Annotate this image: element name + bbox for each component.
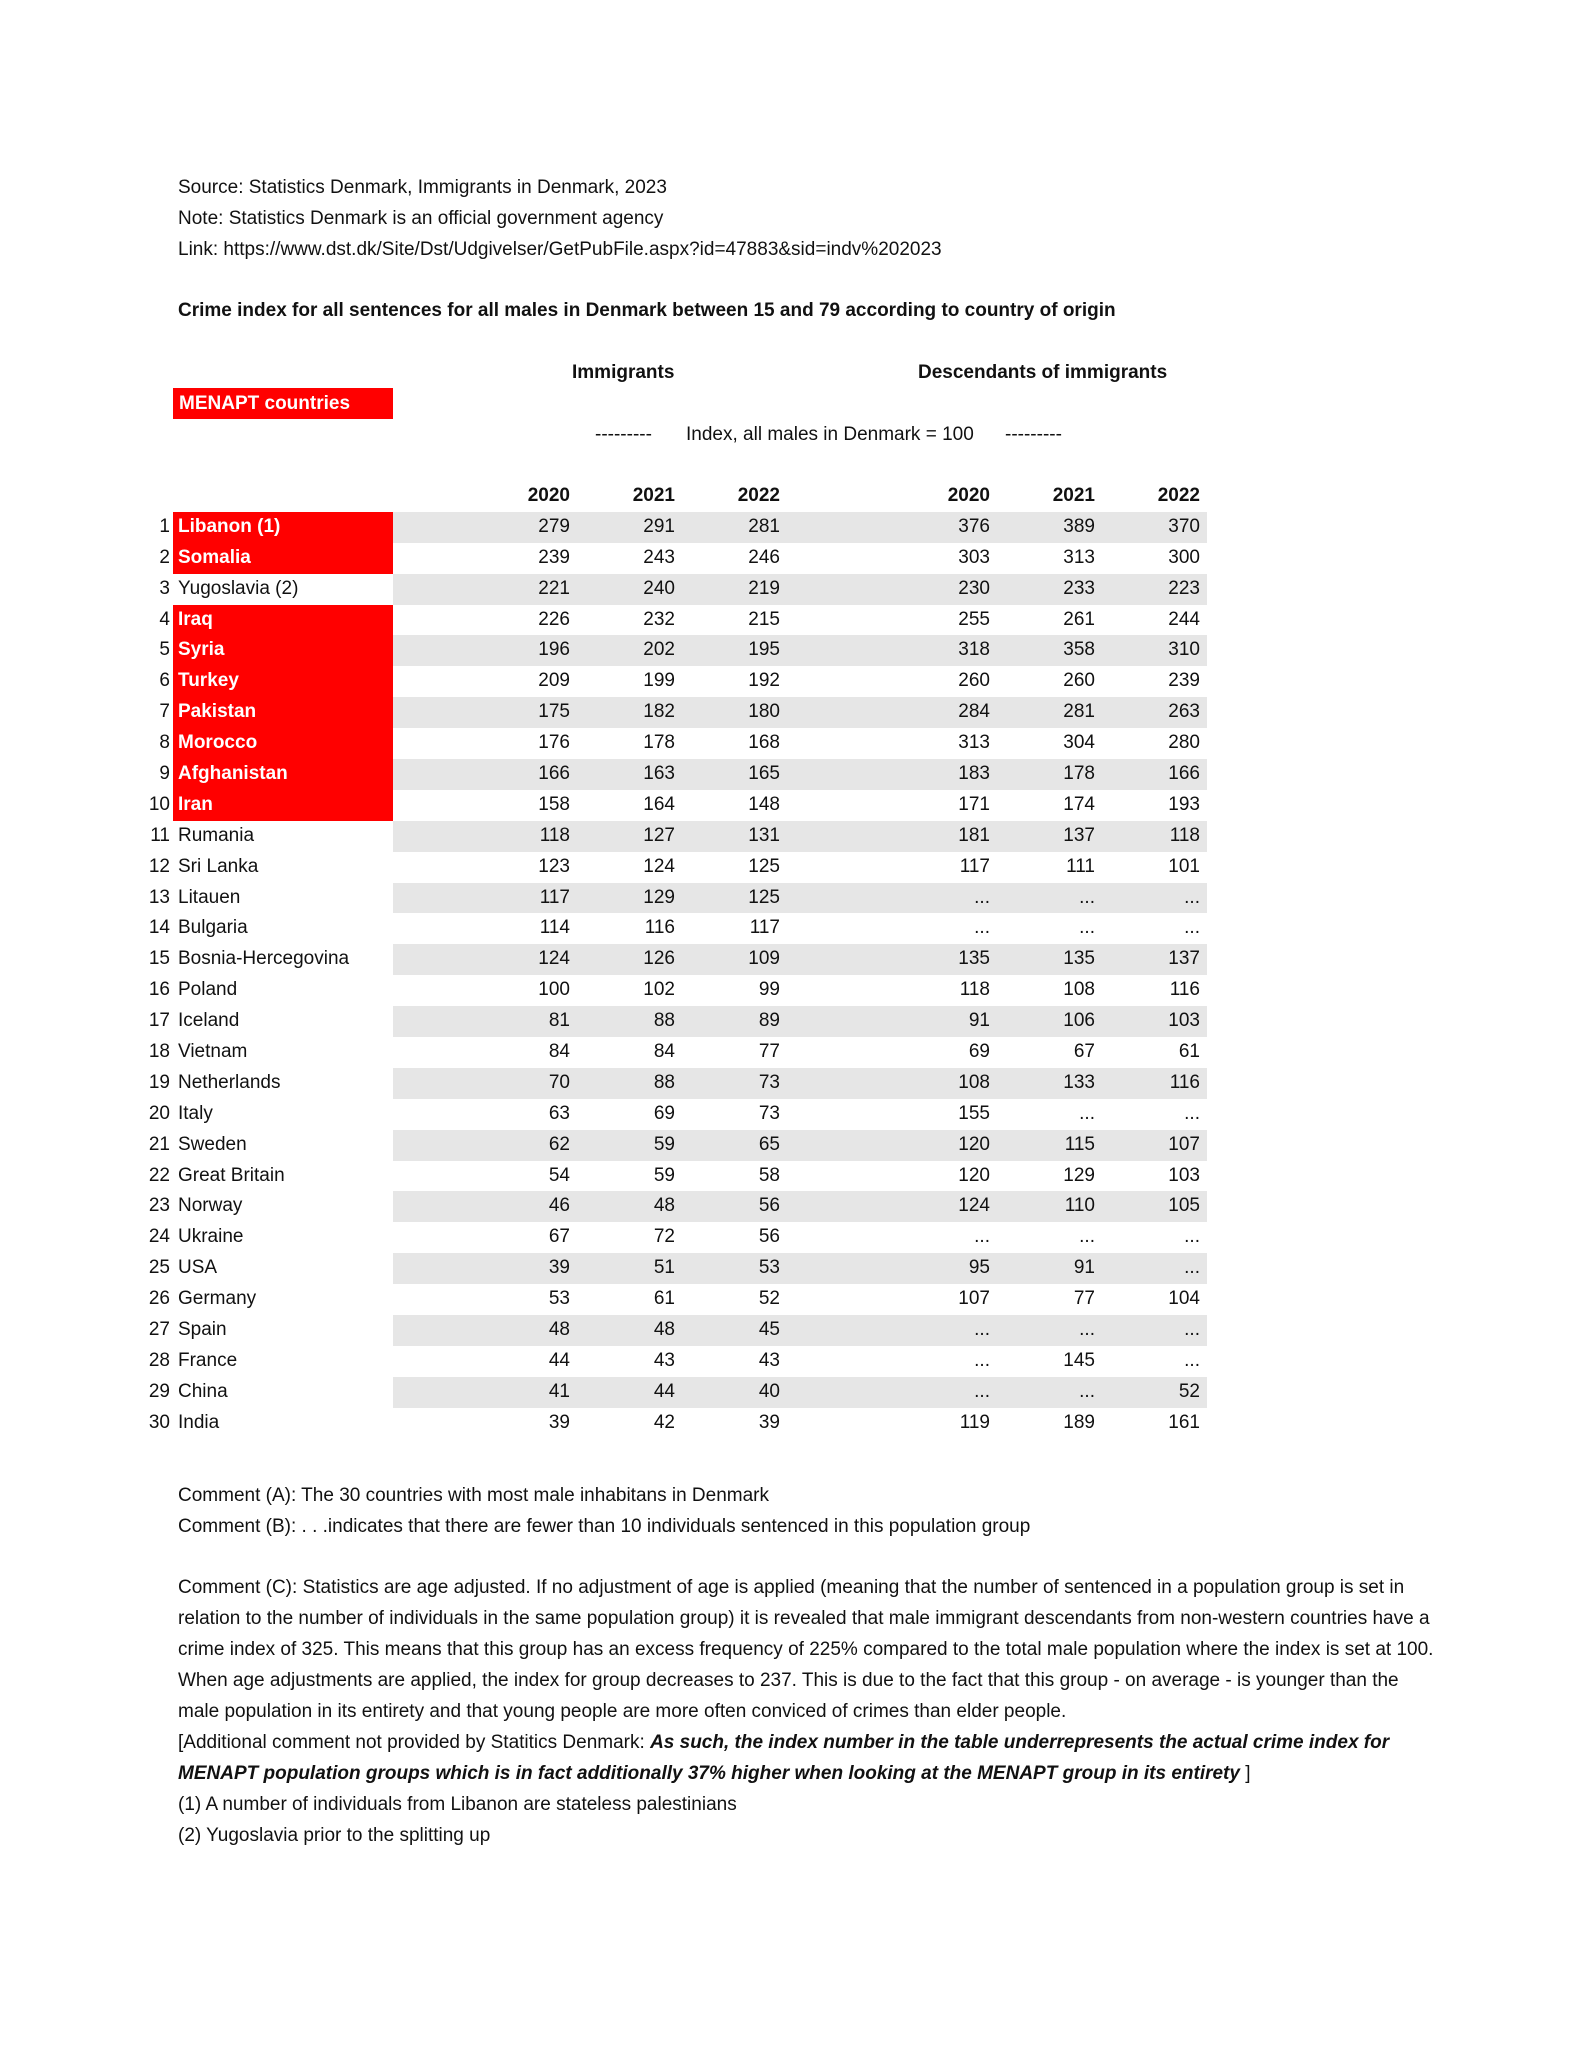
row-number: 13 bbox=[148, 886, 170, 908]
descendant-index-cell: 91 bbox=[968, 1010, 990, 1032]
immigrant-index-cell: 43 bbox=[653, 1349, 675, 1371]
immigrant-index-cell: 131 bbox=[748, 824, 780, 846]
descendant-index-cell: ... bbox=[1184, 1257, 1200, 1279]
menapt-legend: MENAPT countries bbox=[173, 388, 393, 419]
country-name: Great Britain bbox=[178, 1164, 285, 1186]
additional-prefix: [Additional comment not provided by Statitics Denmark: bbox=[178, 1732, 651, 1753]
table-row bbox=[0, 666, 1582, 697]
row-number: 25 bbox=[148, 1257, 170, 1279]
additional-comment bbox=[178, 1727, 1438, 1789]
immigrant-index-cell: 291 bbox=[643, 515, 675, 537]
immigrant-index-cell: 73 bbox=[758, 1102, 780, 1124]
additional-emphasis: As such, the index number in the table underrepresents the actual crime index for MENAPT population groups which is in fact additionally 37% higher when looking at the MENAPT group in its entirety bbox=[178, 1732, 1390, 1784]
footnote-1: (1) A number of individuals from Libanon are stateless palestinians bbox=[178, 1794, 737, 1815]
immigrant-index-cell: 69 bbox=[653, 1102, 675, 1124]
descendant-index-cell: 110 bbox=[1064, 1195, 1095, 1217]
country-name: Afghanistan bbox=[178, 763, 288, 785]
immigrant-index-cell: 219 bbox=[748, 577, 780, 599]
row-number: 16 bbox=[148, 979, 170, 1001]
descendant-index-cell: 118 bbox=[959, 979, 990, 1001]
country-name: Syria bbox=[178, 639, 225, 661]
immigrant-index-cell: 41 bbox=[548, 1380, 570, 1402]
descendant-index-cell: 61 bbox=[1178, 1041, 1200, 1063]
descendant-index-cell: 318 bbox=[958, 639, 990, 661]
immigrant-index-cell: 109 bbox=[748, 948, 780, 970]
descendant-index-cell: 230 bbox=[958, 577, 990, 599]
immigrant-index-cell: 88 bbox=[653, 1071, 675, 1093]
country-name: Turkey bbox=[178, 670, 239, 692]
immigrant-index-cell: 148 bbox=[748, 793, 780, 815]
descendant-index-cell: ... bbox=[1079, 1319, 1095, 1341]
immigrant-index-cell: 195 bbox=[748, 639, 780, 661]
immigrant-index-cell: 44 bbox=[548, 1349, 570, 1371]
row-number: 6 bbox=[159, 670, 170, 692]
immigrant-index-cell: 56 bbox=[758, 1195, 780, 1217]
country-name: Norway bbox=[178, 1195, 243, 1217]
immigrant-index-cell: 48 bbox=[653, 1319, 675, 1341]
immigrant-index-cell: 125 bbox=[748, 886, 780, 908]
table-row bbox=[0, 1006, 1582, 1037]
immigrant-index-cell: 239 bbox=[538, 546, 570, 568]
descendant-index-cell: 300 bbox=[1168, 546, 1200, 568]
immigrant-index-cell: 39 bbox=[548, 1257, 570, 1279]
descendant-index-cell: ... bbox=[1079, 1102, 1095, 1124]
index-dashes-left: --------- bbox=[595, 424, 652, 445]
immigrant-index-cell: 163 bbox=[643, 763, 675, 785]
table-row bbox=[0, 1253, 1582, 1284]
immigrant-index-cell: 209 bbox=[538, 670, 570, 692]
descendant-index-cell: 310 bbox=[1168, 639, 1200, 661]
footnote-2: (2) Yugoslavia prior to the splitting up bbox=[178, 1825, 491, 1846]
immigrant-index-cell: 77 bbox=[758, 1041, 780, 1063]
country-name: Vietnam bbox=[178, 1041, 248, 1063]
country-name: Bulgaria bbox=[178, 917, 248, 939]
descendant-index-cell: ... bbox=[1184, 1102, 1200, 1124]
descendant-index-cell: ... bbox=[974, 886, 990, 908]
table-row bbox=[0, 852, 1582, 883]
descendant-index-cell: 183 bbox=[958, 763, 990, 785]
descendant-index-cell: 108 bbox=[1063, 979, 1095, 1001]
descendant-index-cell: 135 bbox=[1063, 948, 1095, 970]
country-name: Iraq bbox=[178, 608, 213, 630]
descendant-index-cell: 261 bbox=[1063, 608, 1095, 630]
country-name: Rumania bbox=[178, 824, 255, 846]
row-number: 26 bbox=[148, 1288, 170, 1310]
country-name: Iran bbox=[178, 793, 213, 815]
link-line: Link: https://www.dst.dk/Site/Dst/Udgivelser/GetPubFile.aspx?id=47883&sid=indv%202023 bbox=[178, 239, 942, 260]
row-number: 11 bbox=[150, 824, 170, 846]
table-title: Crime index for all sentences for all males in Denmark between 15 and 79 according to country of origin bbox=[178, 300, 1116, 321]
descendant-index-cell: 281 bbox=[1063, 701, 1095, 723]
descendant-index-cell: 115 bbox=[1064, 1133, 1095, 1155]
country-name: Litauen bbox=[178, 886, 241, 908]
table-row bbox=[0, 1377, 1582, 1408]
descendant-index-cell: 174 bbox=[1063, 793, 1095, 815]
immigrant-index-cell: 123 bbox=[538, 855, 570, 877]
immigrant-index-cell: 84 bbox=[653, 1041, 675, 1063]
immigrant-index-cell: 100 bbox=[538, 979, 570, 1001]
row-number: 12 bbox=[148, 855, 170, 877]
row-number: 10 bbox=[148, 793, 170, 815]
country-name: Somalia bbox=[178, 546, 251, 568]
country-name: Iceland bbox=[178, 1010, 240, 1032]
country-name: USA bbox=[178, 1257, 218, 1279]
descendant-index-cell: ... bbox=[1184, 1349, 1200, 1371]
descendant-index-cell: 223 bbox=[1168, 577, 1200, 599]
descendant-index-cell: 255 bbox=[958, 608, 990, 630]
descendant-index-cell: 263 bbox=[1168, 701, 1200, 723]
table-row bbox=[0, 1099, 1582, 1130]
immigrant-index-cell: 124 bbox=[538, 948, 570, 970]
immigrant-index-cell: 59 bbox=[653, 1164, 675, 1186]
descendant-index-cell: 155 bbox=[958, 1102, 990, 1124]
immigrant-index-cell: 196 bbox=[538, 639, 570, 661]
immigrant-index-cell: 39 bbox=[758, 1411, 780, 1433]
descendant-index-cell: 389 bbox=[1063, 515, 1095, 537]
descendant-index-cell: 118 bbox=[1169, 824, 1200, 846]
descendant-index-cell: 117 bbox=[959, 855, 990, 877]
immigrant-index-cell: 102 bbox=[643, 979, 675, 1001]
descendant-index-cell: 239 bbox=[1168, 670, 1200, 692]
table-row bbox=[0, 1068, 1582, 1099]
table-row bbox=[0, 697, 1582, 728]
row-number: 30 bbox=[148, 1411, 170, 1433]
table-row bbox=[0, 728, 1582, 759]
comments-section bbox=[178, 1480, 1438, 1851]
year-header: 2022 bbox=[737, 485, 780, 506]
immigrant-index-cell: 88 bbox=[653, 1010, 675, 1032]
year-header: 2021 bbox=[1052, 485, 1095, 506]
table-row bbox=[0, 1191, 1582, 1222]
descendant-index-cell: 313 bbox=[958, 732, 990, 754]
country-name: Sweden bbox=[178, 1133, 247, 1155]
descendant-index-cell: ... bbox=[974, 917, 990, 939]
immigrant-index-cell: 63 bbox=[548, 1102, 570, 1124]
row-number: 20 bbox=[148, 1102, 170, 1124]
descendant-index-cell: 103 bbox=[1168, 1164, 1200, 1186]
table-row bbox=[0, 1346, 1582, 1377]
descendant-index-cell: 280 bbox=[1168, 732, 1200, 754]
comment-b: Comment (B): . . .indicates that there are fewer than 10 individuals sentenced in this population group bbox=[178, 1516, 1031, 1537]
immigrant-index-cell: 158 bbox=[538, 793, 570, 815]
descendant-index-cell: 358 bbox=[1063, 639, 1095, 661]
year-header: 2020 bbox=[527, 485, 570, 506]
table-row bbox=[0, 1284, 1582, 1315]
descendant-index-cell: 284 bbox=[958, 701, 990, 723]
table-row bbox=[0, 913, 1582, 944]
immigrant-index-cell: 81 bbox=[548, 1010, 570, 1032]
table-row bbox=[0, 821, 1582, 852]
table-row bbox=[0, 883, 1582, 914]
descendant-index-cell: 107 bbox=[958, 1288, 990, 1310]
table-row bbox=[0, 1161, 1582, 1192]
row-number: 8 bbox=[159, 732, 170, 754]
descendant-index-cell: 105 bbox=[1168, 1195, 1200, 1217]
table-row bbox=[0, 1315, 1582, 1346]
row-number: 2 bbox=[159, 546, 170, 568]
descendant-index-cell: 166 bbox=[1168, 763, 1200, 785]
descendant-index-cell: 52 bbox=[1178, 1380, 1200, 1402]
descendant-index-cell: ... bbox=[1079, 1226, 1095, 1248]
immigrant-index-cell: 246 bbox=[748, 546, 780, 568]
immigrant-index-cell: 192 bbox=[748, 670, 780, 692]
immigrant-index-cell: 165 bbox=[748, 763, 780, 785]
immigrant-index-cell: 175 bbox=[538, 701, 570, 723]
descendant-index-cell: 260 bbox=[958, 670, 990, 692]
immigrant-index-cell: 65 bbox=[758, 1133, 780, 1155]
descendant-index-cell: 137 bbox=[1168, 948, 1200, 970]
country-name: France bbox=[178, 1349, 238, 1371]
index-dashes-right: --------- bbox=[1005, 424, 1062, 445]
descendant-index-cell: 103 bbox=[1168, 1010, 1200, 1032]
row-number: 29 bbox=[148, 1380, 170, 1402]
immigrant-index-cell: 221 bbox=[538, 577, 570, 599]
immigrant-index-cell: 44 bbox=[653, 1380, 675, 1402]
immigrant-index-cell: 89 bbox=[758, 1010, 780, 1032]
table-body bbox=[0, 512, 1582, 1439]
immigrant-index-cell: 48 bbox=[653, 1195, 675, 1217]
immigrant-index-cell: 73 bbox=[758, 1071, 780, 1093]
descendant-index-cell: 304 bbox=[1063, 732, 1095, 754]
descendant-index-cell: 95 bbox=[968, 1257, 990, 1279]
immigrant-index-cell: 126 bbox=[643, 948, 675, 970]
descendant-index-cell: 161 bbox=[1168, 1411, 1200, 1433]
immigrant-index-cell: 70 bbox=[548, 1071, 570, 1093]
descendant-index-cell: ... bbox=[1184, 886, 1200, 908]
immigrant-index-cell: 243 bbox=[643, 546, 675, 568]
row-number: 19 bbox=[148, 1071, 170, 1093]
descendant-index-cell: 370 bbox=[1168, 515, 1200, 537]
country-name: Netherlands bbox=[178, 1071, 281, 1093]
descendant-index-cell: ... bbox=[974, 1319, 990, 1341]
descendant-index-cell: 181 bbox=[958, 824, 990, 846]
row-number: 14 bbox=[148, 917, 170, 939]
year-header: 2021 bbox=[632, 485, 675, 506]
immigrant-index-cell: 178 bbox=[643, 732, 675, 754]
immigrant-index-cell: 62 bbox=[548, 1133, 570, 1155]
immigrant-index-cell: 48 bbox=[548, 1319, 570, 1341]
immigrant-index-cell: 52 bbox=[758, 1288, 780, 1310]
immigrant-index-cell: 42 bbox=[653, 1411, 675, 1433]
immigrant-index-cell: 118 bbox=[539, 824, 570, 846]
row-number: 21 bbox=[148, 1133, 170, 1155]
immigrant-index-cell: 127 bbox=[643, 824, 675, 846]
row-number: 5 bbox=[159, 639, 170, 661]
country-name: Italy bbox=[178, 1102, 213, 1124]
country-name: China bbox=[178, 1380, 228, 1402]
immigrant-index-cell: 182 bbox=[643, 701, 675, 723]
immigrant-index-cell: 53 bbox=[758, 1257, 780, 1279]
descendant-index-cell: 119 bbox=[959, 1411, 990, 1433]
descendant-index-cell: ... bbox=[974, 1226, 990, 1248]
immigrant-index-cell: 164 bbox=[643, 793, 675, 815]
immigrant-index-cell: 61 bbox=[653, 1288, 675, 1310]
table-row bbox=[0, 1222, 1582, 1253]
descendant-index-cell: 108 bbox=[958, 1071, 990, 1093]
table-row bbox=[0, 574, 1582, 605]
descendant-index-cell: 111 bbox=[1066, 855, 1095, 877]
table-row bbox=[0, 1408, 1582, 1439]
immigrant-index-cell: 117 bbox=[749, 917, 780, 939]
descendant-index-cell: 233 bbox=[1063, 577, 1095, 599]
descendant-index-cell: ... bbox=[1079, 1380, 1095, 1402]
immigrant-index-cell: 202 bbox=[643, 639, 675, 661]
immigrant-index-cell: 53 bbox=[548, 1288, 570, 1310]
crime-index-table bbox=[0, 481, 1582, 1439]
table-row bbox=[0, 635, 1582, 666]
descendant-index-cell: 171 bbox=[958, 793, 990, 815]
immigrant-index-cell: 43 bbox=[758, 1349, 780, 1371]
table-row bbox=[0, 1130, 1582, 1161]
row-number: 22 bbox=[148, 1164, 170, 1186]
descendant-index-cell: 120 bbox=[958, 1164, 990, 1186]
year-header: 2022 bbox=[1157, 485, 1200, 506]
descendant-index-cell: 107 bbox=[1168, 1133, 1200, 1155]
immigrant-index-cell: 129 bbox=[643, 886, 675, 908]
immigrant-index-cell: 180 bbox=[748, 701, 780, 723]
country-name: Pakistan bbox=[178, 701, 257, 723]
immigrant-index-cell: 46 bbox=[548, 1195, 570, 1217]
descendant-index-cell: 244 bbox=[1168, 608, 1200, 630]
immigrant-index-cell: 168 bbox=[748, 732, 780, 754]
descendant-index-cell: 106 bbox=[1063, 1010, 1095, 1032]
descendant-index-cell: ... bbox=[1184, 1319, 1200, 1341]
country-name: India bbox=[178, 1411, 220, 1433]
country-name: Morocco bbox=[178, 732, 258, 754]
row-number: 4 bbox=[159, 608, 170, 630]
table-row bbox=[0, 543, 1582, 574]
descendant-index-cell: ... bbox=[974, 1380, 990, 1402]
row-number: 18 bbox=[148, 1041, 170, 1063]
table-row bbox=[0, 759, 1582, 790]
country-name: Germany bbox=[178, 1288, 257, 1310]
descendant-index-cell: 124 bbox=[958, 1195, 990, 1217]
descendant-index-cell: 116 bbox=[1169, 1071, 1200, 1093]
immigrant-index-cell: 99 bbox=[758, 979, 780, 1001]
descendant-index-cell: 137 bbox=[1063, 824, 1095, 846]
immigrant-index-cell: 199 bbox=[643, 670, 675, 692]
immigrant-index-cell: 59 bbox=[653, 1133, 675, 1155]
immigrant-index-cell: 40 bbox=[758, 1380, 780, 1402]
table-row bbox=[0, 1037, 1582, 1068]
country-name: Sri Lanka bbox=[178, 855, 259, 877]
table-row bbox=[0, 944, 1582, 975]
table-row bbox=[0, 975, 1582, 1006]
table-row bbox=[0, 605, 1582, 636]
immigrant-index-cell: 226 bbox=[538, 608, 570, 630]
immigrant-index-cell: 125 bbox=[748, 855, 780, 877]
descendant-index-cell: 101 bbox=[1168, 855, 1200, 877]
descendant-index-cell: 135 bbox=[958, 948, 990, 970]
immigrant-index-cell: 176 bbox=[538, 732, 570, 754]
row-number: 24 bbox=[148, 1226, 170, 1248]
immigrant-index-cell: 215 bbox=[748, 608, 780, 630]
row-number: 28 bbox=[148, 1349, 170, 1371]
row-number: 15 bbox=[148, 948, 170, 970]
additional-suffix: ] bbox=[1239, 1763, 1251, 1784]
index-note: Index, all males in Denmark = 100 bbox=[686, 424, 974, 445]
descendant-index-cell: 104 bbox=[1168, 1288, 1200, 1310]
descendant-index-cell: 133 bbox=[1063, 1071, 1095, 1093]
immigrant-index-cell: 51 bbox=[653, 1257, 675, 1279]
descendant-index-cell: ... bbox=[974, 1349, 990, 1371]
source-line: Source: Statistics Denmark, Immigrants in Denmark, 2023 bbox=[178, 177, 667, 198]
comment-c: Comment (C): Statistics are age adjusted. If no adjustment of age is applied (meaning that the number of sentenced in a population group is set in relation to the number of individuals in the same population group) it is revealed that male immigrant descendants from non-western countries have a crime index of 325. This means that this group has an excess frequency of 225% compared to the total male population where the index is set at 100. When age adjustments are applied, the index for group decreases to 237. This is due to the fact that this group - on average - is younger than the male population in its entirety and that young people are more often conviced of crimes than elder people. bbox=[178, 1577, 1434, 1722]
immigrant-index-cell: 56 bbox=[758, 1226, 780, 1248]
descendant-index-cell: 91 bbox=[1073, 1257, 1095, 1279]
descendant-index-cell: 189 bbox=[1063, 1411, 1095, 1433]
immigrant-index-cell: 84 bbox=[548, 1041, 570, 1063]
descendant-index-cell: 67 bbox=[1073, 1041, 1095, 1063]
country-name: Poland bbox=[178, 979, 238, 1001]
immigrant-index-cell: 117 bbox=[539, 886, 570, 908]
immigrant-index-cell: 240 bbox=[643, 577, 675, 599]
descendants-header: Descendants of immigrants bbox=[918, 362, 1168, 383]
row-number: 27 bbox=[148, 1319, 170, 1341]
descendant-index-cell: 193 bbox=[1168, 793, 1200, 815]
descendant-index-cell: 145 bbox=[1063, 1349, 1095, 1371]
immigrant-index-cell: 116 bbox=[644, 917, 675, 939]
table-row bbox=[0, 790, 1582, 821]
descendant-index-cell: 313 bbox=[1063, 546, 1095, 568]
immigrant-index-cell: 166 bbox=[538, 763, 570, 785]
row-number: 9 bbox=[159, 763, 170, 785]
descendant-index-cell: ... bbox=[1184, 917, 1200, 939]
row-number: 7 bbox=[159, 701, 170, 723]
descendant-index-cell: ... bbox=[1079, 917, 1095, 939]
row-number: 1 bbox=[159, 515, 170, 537]
descendant-index-cell: 120 bbox=[958, 1133, 990, 1155]
row-number: 3 bbox=[159, 577, 170, 599]
table-row bbox=[0, 512, 1582, 543]
descendant-index-cell: 303 bbox=[958, 546, 990, 568]
country-name: Yugoslavia (2) bbox=[178, 577, 299, 599]
immigrant-index-cell: 67 bbox=[548, 1226, 570, 1248]
descendant-index-cell: 178 bbox=[1063, 763, 1095, 785]
immigrant-index-cell: 72 bbox=[653, 1226, 675, 1248]
immigrant-index-cell: 279 bbox=[538, 515, 570, 537]
immigrant-index-cell: 58 bbox=[758, 1164, 780, 1186]
immigrant-index-cell: 114 bbox=[539, 917, 570, 939]
comment-a: Comment (A): The 30 countries with most male inhabitans in Denmark bbox=[178, 1485, 770, 1506]
row-number: 23 bbox=[148, 1195, 170, 1217]
descendant-index-cell: ... bbox=[1079, 886, 1095, 908]
country-name: Ukraine bbox=[178, 1226, 244, 1248]
descendant-index-cell: 69 bbox=[968, 1041, 990, 1063]
immigrant-index-cell: 45 bbox=[758, 1319, 780, 1341]
descendant-index-cell: 77 bbox=[1073, 1288, 1095, 1310]
descendant-index-cell: 260 bbox=[1063, 670, 1095, 692]
year-header-row bbox=[0, 481, 1582, 512]
immigrant-index-cell: 281 bbox=[748, 515, 780, 537]
descendant-index-cell: 376 bbox=[958, 515, 990, 537]
descendant-index-cell: ... bbox=[1184, 1226, 1200, 1248]
country-name: Spain bbox=[178, 1319, 227, 1341]
year-header: 2020 bbox=[947, 485, 990, 506]
immigrant-index-cell: 124 bbox=[643, 855, 675, 877]
note-line: Note: Statistics Denmark is an official government agency bbox=[178, 208, 664, 229]
immigrant-index-cell: 232 bbox=[643, 608, 675, 630]
immigrant-index-cell: 39 bbox=[548, 1411, 570, 1433]
immigrants-header: Immigrants bbox=[572, 362, 675, 383]
descendant-index-cell: 116 bbox=[1169, 979, 1200, 1001]
row-number: 17 bbox=[148, 1010, 170, 1032]
descendant-index-cell: 129 bbox=[1063, 1164, 1095, 1186]
country-name: Libanon (1) bbox=[178, 515, 281, 537]
country-name: Bosnia-Hercegovina bbox=[178, 948, 350, 970]
immigrant-index-cell: 54 bbox=[548, 1164, 570, 1186]
